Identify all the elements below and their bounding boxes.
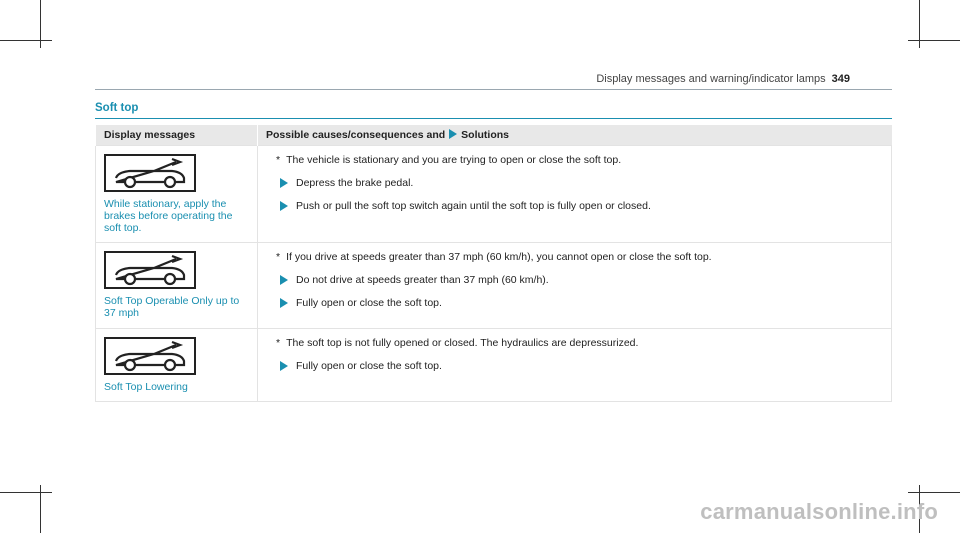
- section-rule: [95, 118, 892, 119]
- solution-cell: [258, 329, 892, 402]
- solution-step: Fully open or close the soft top.: [266, 297, 883, 310]
- table-row: [96, 146, 892, 243]
- arrow-right-icon: [280, 361, 288, 371]
- convertible-soft-top-icon: [104, 154, 196, 192]
- cause-text: * If you drive at speeds greater than 37 mph (60 km/h), you cannot open or close the soft top.: [276, 251, 712, 263]
- section-title: Soft top: [95, 102, 139, 114]
- arrow-right-icon: [280, 178, 288, 188]
- display-message-text: While stationary, apply the brakes before operating the soft top.: [104, 198, 233, 234]
- solution-step: Fully open or close the soft top.: [266, 360, 883, 373]
- solution-cell: [258, 146, 892, 243]
- table-row: [96, 329, 892, 402]
- solution-cell: [258, 243, 892, 329]
- convertible-soft-top-icon: [104, 251, 196, 289]
- watermark: carmanualsonline.info: [700, 499, 938, 524]
- message-cell: [96, 329, 258, 402]
- running-header: [596, 73, 850, 85]
- display-message-text: Soft Top Operable Only up to 37 mph: [104, 295, 240, 319]
- arrow-right-icon: [280, 275, 288, 285]
- crop-mark: [908, 40, 960, 41]
- display-messages-table: [95, 125, 892, 402]
- solution-step: Depress the brake pedal.: [266, 177, 883, 190]
- message-cell: [96, 146, 258, 243]
- convertible-soft-top-icon: [104, 337, 196, 375]
- col-header-causes-solutions: [258, 125, 892, 146]
- col-header-display-messages: Display messages: [96, 125, 258, 146]
- table-header-row: [96, 125, 892, 146]
- page-number: 349: [831, 73, 850, 85]
- solution-step: Push or pull the soft top switch again until the soft top is fully open or closed.: [266, 200, 883, 213]
- col-header-suffix: Solutions: [461, 129, 510, 141]
- crop-mark: [0, 40, 52, 41]
- header-rule: [95, 89, 892, 90]
- col-header-prefix: Possible causes/consequences and: [266, 129, 446, 141]
- arrow-right-icon: [449, 129, 457, 139]
- header-title: Display messages and warning/indicator lamps: [596, 73, 826, 85]
- crop-mark: [908, 492, 960, 493]
- arrow-right-icon: [280, 298, 288, 308]
- arrow-right-icon: [280, 201, 288, 211]
- cause-text: * The vehicle is stationary and you are trying to open or close the soft top.: [276, 154, 622, 166]
- solution-step: Do not drive at speeds greater than 37 mph (60 km/h).: [266, 274, 883, 287]
- display-message-text: Soft Top Lowering: [104, 381, 188, 393]
- crop-mark: [0, 492, 52, 493]
- cause-text: * The soft top is not fully opened or closed. The hydraulics are depressurized.: [276, 337, 639, 349]
- message-cell: [96, 243, 258, 329]
- table-row: [96, 243, 892, 329]
